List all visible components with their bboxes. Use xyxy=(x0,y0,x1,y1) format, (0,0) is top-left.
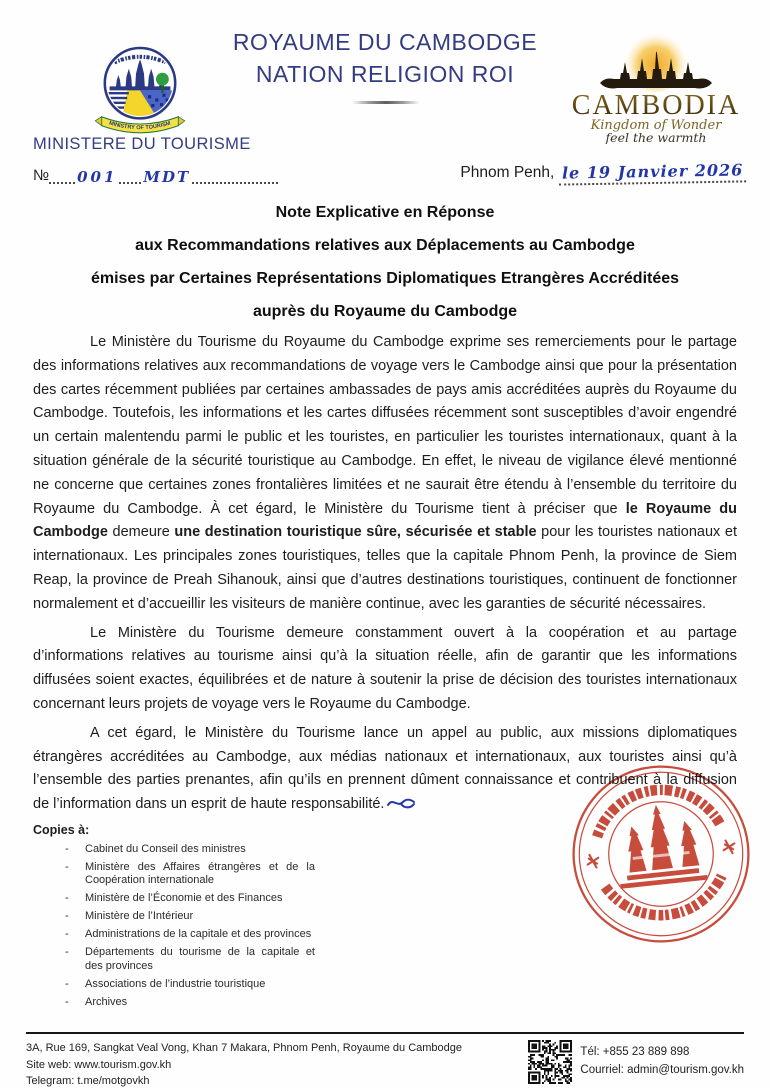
copies-item: - Archives xyxy=(63,996,315,1010)
cambodia-logo-wordmark: CAMBODIA xyxy=(571,90,741,121)
kingdom-motto xyxy=(200,26,570,90)
handwritten-reference-code: MDT xyxy=(143,168,191,186)
copies-heading: Copies à: xyxy=(33,822,90,837)
footer-tel: Tél: +855 23 889 898 xyxy=(580,1046,690,1058)
footer-contact-left xyxy=(26,1040,528,1088)
dotted-line xyxy=(119,167,141,184)
copies-section xyxy=(33,823,737,1010)
paragraph-3 xyxy=(33,722,737,817)
copies-item: - Ministère de l’Intérieur xyxy=(63,910,315,924)
title-line-4: auprès du Royaume du Cambodge xyxy=(252,303,518,320)
kingdom-line1: ROYAUME DU CAMBODGE xyxy=(232,29,538,55)
p1-text: Le Ministère du Tourisme du Royaume du Cambodge exprime ses remerciements pour le partage des informations relatives aux recommandations de voyage vers le Cambodge ainsi que pour la présentation des cartes récemment publiées par certaines ambassades de pays amis accréditées auprès du Royaume du Cambodge. Toutefois, les informations et les cartes diffusées récemment sont susceptibles d’avoir engendré un certain malentendu parmi le public et les touristes, en particulier les touristes internationaux, quant à la situation générale de la sécurité touristique au Cambodge. En effet, le niveau de vigilance élevé mentionné ne concerne que certaines zones frontalières limitées et ne saurait être étendu à l’ensemble du territoire du Royaume du Cambodge. À cet égard, le Ministère du Tourisme tient à préciser que xyxy=(33,334,737,517)
copies-item: - Départements du tourisme de la capitale et des provinces xyxy=(63,946,315,973)
cambodia-logo-tagline1: Kingdom of Wonder xyxy=(590,118,722,133)
footer-divider xyxy=(26,1032,744,1034)
title-line-2: aux Recommandations relatives aux Déplacements au Cambodge xyxy=(135,237,635,254)
cambodia-logo-tagline2: feel the warmth xyxy=(605,130,707,144)
copies-item: - Ministère de l’Économie et des Finances xyxy=(63,892,315,906)
footer-contact-right xyxy=(528,1040,744,1088)
handwritten-initial-paraph xyxy=(386,795,416,811)
p3-text: A cet égard, le Ministère du Tourisme lance un appel au public, aux missions diplomatiques étrangères accréditées au Cambodge, aux médias nationaux et internationaux, aux touristes ainsi qu’à l’ensemble des parties prenantes, afin qu’ils en prennent dûment connaissance et contribuent à la diffusion de l’information dans un esprit de haute responsabilité. xyxy=(33,724,737,813)
handwritten-reference-number: 001 xyxy=(77,168,118,186)
qr-code xyxy=(528,1040,572,1084)
footer-website: Site web: www.tourism.gov.kh xyxy=(26,1058,172,1071)
place-date-line xyxy=(460,162,746,184)
handwritten-date: le 19 Janvier 2026 xyxy=(558,160,746,185)
cambodia-kingdom-of-wonder-logo xyxy=(560,28,752,144)
dotted-line xyxy=(192,167,278,184)
place-label: Phnom Penh, xyxy=(460,164,555,181)
footer-telegram: Telegram: t.me/motgovkh xyxy=(26,1075,150,1087)
p1-bold-royaume: le Royaume du Cambodge xyxy=(33,500,737,541)
ornamental-divider xyxy=(352,101,420,104)
title-line-3: émises par Certaines Représentations Diplomatiques Etrangères Accréditées xyxy=(90,270,680,287)
copies-item: - Ministère des Affaires étrangères et de la Coopération internationale xyxy=(63,861,315,888)
reference-number-row xyxy=(33,167,278,184)
copies-item: - Administrations de la capitale et des provinces xyxy=(63,928,315,942)
p1-text: pour les touristes nationaux et internationaux. Les principales zones touristiques, telles que la capitale Phnom Penh, la province de Siem Reap, la province de Preah Sihanouk, ainsi que d’autres destinations touristiques, continuent de fonctionner normalement et d’accueillir les visiteurs de manière continue, avec les garanties de sécurité nécessaires. xyxy=(33,524,737,612)
footer-email: Courriel: admin@tourism.gov.kh xyxy=(580,1064,744,1076)
footer-address: 3A, Rue 169, Sangkat Veal Vong, Khan 7 Makara, Phnom Penh, Royaume du Cambodge xyxy=(26,1042,463,1054)
ministry-name: MINISTERE DU TOURISME xyxy=(33,135,251,153)
copies-item: - Associations de l’industrie touristique xyxy=(63,978,315,992)
letterhead xyxy=(0,0,770,194)
letter-body xyxy=(33,331,737,817)
letterhead-footer xyxy=(0,1032,770,1088)
copies-item: - Cabinet du Conseil des ministres xyxy=(63,843,315,857)
p1-bold-destination: une destination touristique sûre, sécurisée et stable xyxy=(174,524,537,541)
paragraph-2: Le Ministère du Tourisme demeure constamment ouvert à la coopération et au partage d’informations relatives au tourisme ainsi qu’à la situation réelle, afin de garantir que les informations diffusées soient exactes, équilibrées et de nature à soutenir la prise de décision des touristes internationaux concernant leurs projets de voyage vers le Royaume du Cambodge. xyxy=(33,624,737,712)
title-line-1: Note Explicative en Réponse xyxy=(275,204,495,221)
paragraph-1 xyxy=(33,331,737,617)
document-title xyxy=(33,196,737,328)
seal-ribbon-text: MINISTRY OF TOURISM xyxy=(108,120,172,132)
p1-text: demeure xyxy=(107,524,175,541)
reference-label: № xyxy=(33,167,50,184)
kingdom-line2: NATION RELIGION ROI xyxy=(255,61,515,87)
copies-list xyxy=(33,843,315,1010)
dotted-line xyxy=(49,167,75,184)
